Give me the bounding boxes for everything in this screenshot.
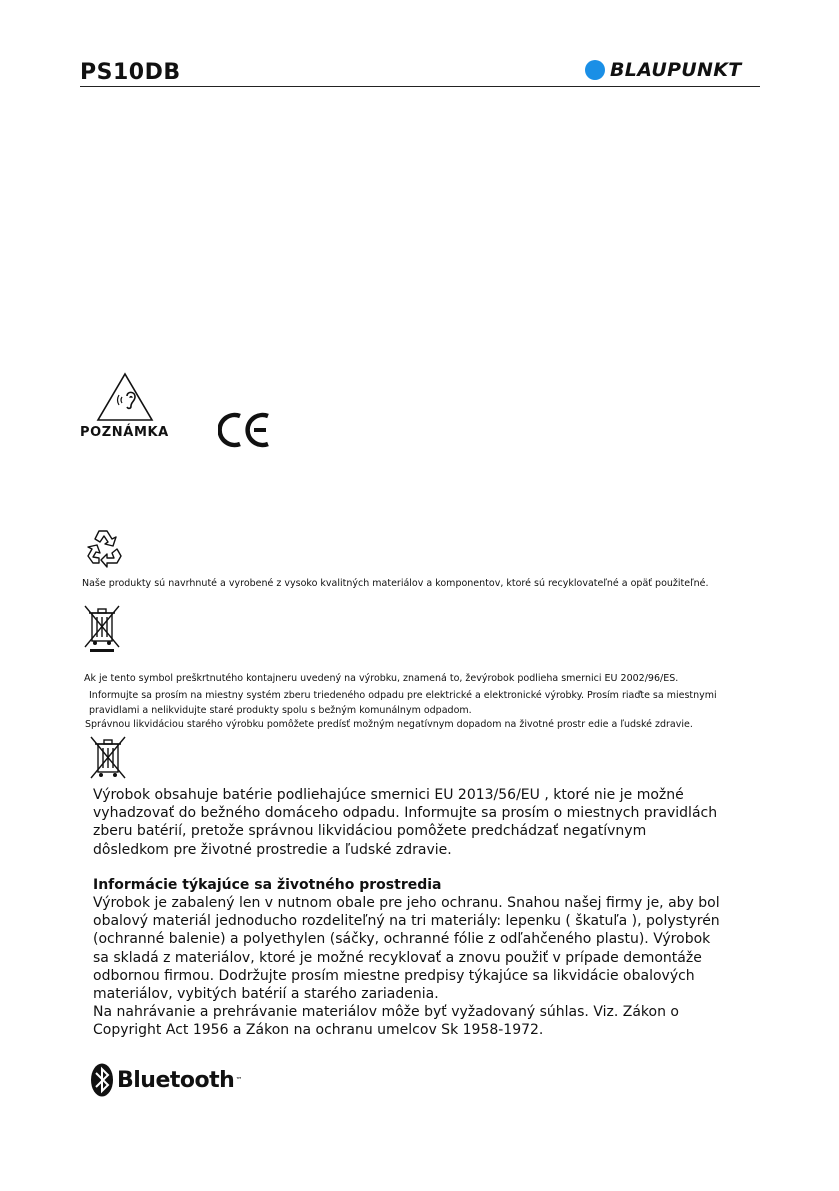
battery-line-3: zberu batérií, pretože správnou likvidáciou pomôžete predchádzať negatívnym: [93, 823, 647, 840]
battery-line-2: vyhadzovať do bežného domáceho odpadu. Informujte sa prosím o miestnych pravidlách: [93, 805, 718, 822]
battery-paragraph: [93, 786, 717, 859]
header-divider: [80, 86, 760, 87]
crossed-bin-icon: [82, 601, 122, 653]
recycle-text-part2: ktoré sú recyklovateľné a opäť použiteľné.: [506, 578, 709, 589]
environment-heading: Informácie týkajúce sa životného prostredia: [93, 877, 442, 893]
environment-line-4: sa skladá z materiálov, ktoré je možné recyklovať a znovu použiť v prípade demontáže: [93, 949, 702, 966]
brand-name: BLAUPUNKT: [610, 59, 742, 81]
recycle-text-part1: Naše produkty sú navrhnuté a vyrobené z vysoko kvalitných materiálov a komponentov,: [82, 578, 504, 589]
battery-bin-icon: [88, 734, 128, 782]
weee-line-2: Informujte sa prosím na miestny systém zberu triedeného odpadu pre elektrické a elektronické výrobky. Prosím riaďte sa miestnymi: [89, 690, 717, 701]
environment-paragraph: [93, 894, 720, 1040]
recycle-icon: [82, 527, 128, 569]
bluetooth-wordmark: Bluetooth: [117, 1067, 235, 1093]
bluetooth-logo: [90, 1063, 242, 1097]
environment-line-7: Na nahrávanie a prehrávanie materiálov môže byť vyžadovaný súhlas. Viz. Zákon o: [93, 1004, 679, 1021]
environment-line-5: odbornou firmou. Dodržujte prosím miestne predpisy týkajúce sa likvidácie obalových: [93, 967, 695, 984]
brand-dot-icon: [585, 60, 605, 80]
battery-line-1: Výrobok obsahuje batérie podliehajúce smernici EU 2013/56/EU , ktoré nie je možné: [93, 787, 684, 803]
ce-mark-icon: [218, 410, 272, 450]
environment-line-8: Copyright Act 1956 a Zákon na ochranu umelcov Sk 1958-1972.: [93, 1022, 544, 1039]
environment-line-1: Výrobok je zabalený len v nutnom obale pre jeho ochranu. Snahou našej firmy je, aby bol: [93, 895, 720, 911]
brand-logo: [585, 58, 742, 82]
weee-line-3: pravidlami a nelikvidujte staré produkty spolu s bežným komunálnym odpadom.: [89, 705, 472, 716]
bluetooth-trademark: ™: [235, 1076, 243, 1084]
hearing-warning-icon: [96, 372, 154, 422]
weee-line-1: Ak je tento symbol preškrtnutého kontajneru uvedený na výrobku, znamená to, ževýrobok podlieha smernici EU 2002/96/ES.: [84, 673, 679, 684]
bluetooth-icon: [90, 1063, 114, 1097]
environment-line-2: obalový materiál jednoducho rozdeliteľný na tri materiály: lepenku ( škatuľa ), polystyrén: [93, 913, 720, 930]
note-label: POZNÁMKA: [80, 425, 169, 440]
environment-line-6: materiálov, vybitých batérií a starého zariadenia.: [93, 986, 439, 1003]
battery-line-4: dôsledkom pre životné prostredie a ľudské zdravie.: [93, 841, 452, 858]
recycle-text: [82, 577, 709, 590]
weee-line-4: Správnou likvidáciou starého výrobku pomôžete predísť možným negatívnym dopadom na životné prostr edie a ľudské zdravie.: [85, 719, 693, 730]
model-title: PS10DB: [80, 60, 181, 85]
environment-line-3: (ochranné balenie) a polyethylen (sáčky, ochranné fólie z odľahčeného plastu). Výrobok: [93, 931, 711, 948]
